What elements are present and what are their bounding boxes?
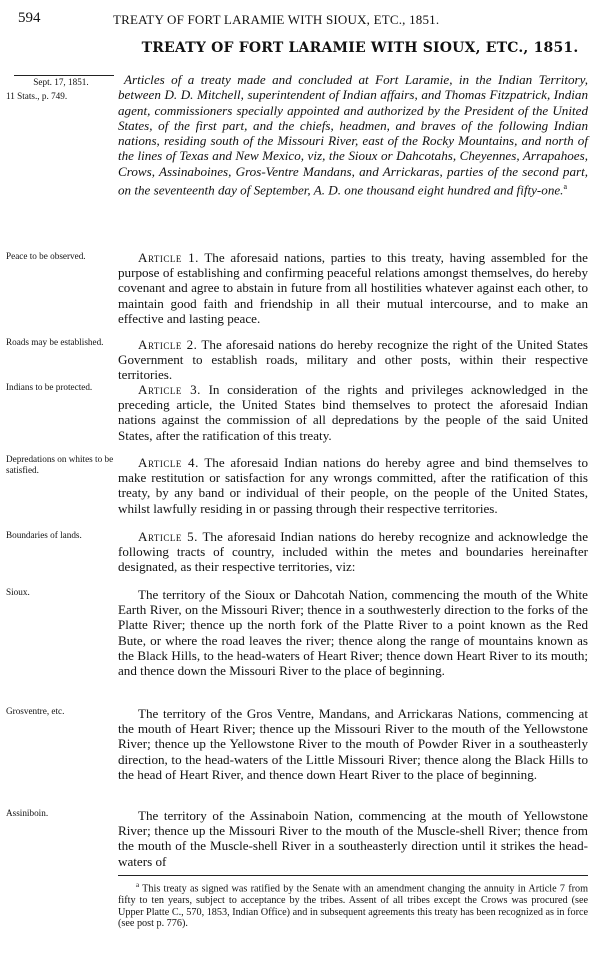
article-text: In consideration of the rights and privileges acknowledged in the preceding article, the United States bind themselves to protect the aforesaid Indian nations against the commission of all depredations by the people of the said United States, after the ratification of this treaty. [118, 382, 588, 443]
treaty-title: TREATY OF FORT LARAMIE WITH SIOUX, ETC., 1851. [141, 40, 579, 56]
page-number: 594 [18, 10, 41, 26]
margin-rule [14, 75, 114, 76]
footnote-mark: a [136, 881, 140, 889]
treaty-preamble [118, 72, 588, 198]
footnote-rule [118, 875, 588, 876]
running-head: TREATY OF FORT LARAMIE WITH SIOUX, ETC., 1851. [113, 12, 440, 27]
article-label: Article 3. [138, 382, 201, 397]
preamble-footnote-mark: a [563, 182, 568, 192]
article-2 [118, 337, 588, 383]
territory-assiniboin-text: The territory of the Assinaboin Nation, commencing at the mouth of Yellowstone River; thence up the Missouri River to the mouth of the Muscle-shell River; thence from the mouth of the Muscle-shell River in a southeasterly direction until it strikes the head-waters of [118, 808, 588, 869]
margin-note-article-2: Roads may be established. [6, 337, 104, 347]
margin-note-date: Sept. 17, 1851. [33, 77, 89, 87]
territory-grosventre-text: The territory of the Gros Ventre, Mandans, and Arrickaras Nations, commencing at the mouth of Heart River; thence up the Missouri River to the mouth of the Yellowstone River; thence up the Yellowstone River to the mouth of Powder River in a southeasterly direction, to the head-waters of the Little Missouri River; thence along the Black Hills to the head of Heart River, and thence down Heart River to the place of beginning. [118, 706, 588, 782]
margin-note-sioux: Sioux. [6, 587, 30, 597]
article-1 [118, 250, 588, 326]
article-text: The aforesaid Indian nations do hereby agree and bind themselves to make restitution or satisfaction for any wrongs committed, after the ratification of this treaty, by any band or individual of their people, on the people of the United States, whilst lawfully residing in or passing through their respective territories. [118, 455, 588, 516]
article-4 [118, 455, 588, 516]
article-label: Article 5. [138, 529, 198, 544]
territory-sioux-text: The territory of the Sioux or Dahcotah Nation, commencing the mouth of the White Earth River, on the Missouri River; thence in a southwesterly direction to the forks of the Platte River; thence up the north fork of the Platte River to a point known as the Red Bute, or where the road leaves the river; thence along the range of mountains known as the Black Hills, to the head-waters of Heart River; thence down Heart River to its mouth; and thence down the Missouri River to the place of beginning. [118, 587, 588, 679]
article-text: The aforesaid nations do hereby recognize the right of the United States Government to establish roads, military and other posts, within their respective territories. [118, 337, 588, 383]
margin-note-citation: 11 Stats., p. 749. [6, 91, 68, 101]
margin-note-grosventre: Grosventre, etc. [6, 706, 65, 716]
margin-note-article-1: Peace to be observed. [6, 251, 86, 261]
article-5 [118, 529, 588, 575]
article-text: The aforesaid nations, parties to this treaty, having assembled for the purpose of establishing and confirming peaceful relations amongst themselves, do hereby covenant and agree to abstain in future from all hostilities whatever against each other, to maintain good faith and friendship in all their mutual intercourse, and to make an effective and lasting peace. [118, 250, 588, 326]
article-text: The aforesaid Indian nations do hereby recognize and acknowledge the following tracts of country, included within the metes and boundaries hereinafter designated, as their respective territories, viz: [118, 529, 589, 575]
preamble-text: Articles of a treaty made and concluded at Fort Laramie, in the Indian Territory, between D. D. Mitchell, superintendent of Indian affairs, and Thomas Fitzpatrick, Indian agent, commissioners specially appointed and authorized by the President of the United States, of the first part, and the chiefs, headmen, and braves of the following Indian nations, residing south of the Missouri River, east of the Rocky Mountains, and north of the lines of Texas and New Mexico, viz, the Sioux or Dahcotahs, Cheyennes, Arrapahoes, Crows, Assinaboines, Gros-Ventre Mandans, and Arrickaras, parties of the second part, on the seventeenth day of September, A. D. one thousand eight hundred and fifty-one. [118, 72, 588, 198]
footnote [118, 880, 588, 930]
margin-note-article-3: Indians to be protected. [6, 382, 93, 392]
article-3 [118, 382, 588, 443]
page-header [18, 10, 588, 30]
territory-grosventre [118, 706, 588, 782]
territory-assiniboin [118, 808, 588, 869]
margin-note-assiniboin: Assiniboin. [6, 808, 49, 818]
article-label: Article 1. [138, 250, 199, 265]
territory-sioux [118, 587, 588, 678]
footnote-text: This treaty as signed was ratified by the Senate with an amendment changing the annuity in Article 7 from fifty to ten years, subject to acceptance by the tribes. Assent of all tribes except the Crows was procured (see Upper Platte C., 570, 1853, Indian Office) and in subsequent agreements this treaty has been recognized as in force (see post p. 776). [118, 883, 588, 930]
margin-note-article-5: Boundaries of lands. [6, 530, 82, 540]
margin-note-article-4: Depredations on whites to be satisfied. [6, 454, 114, 475]
article-label: Article 2. [138, 337, 198, 352]
article-label: Article 4. [138, 455, 199, 470]
